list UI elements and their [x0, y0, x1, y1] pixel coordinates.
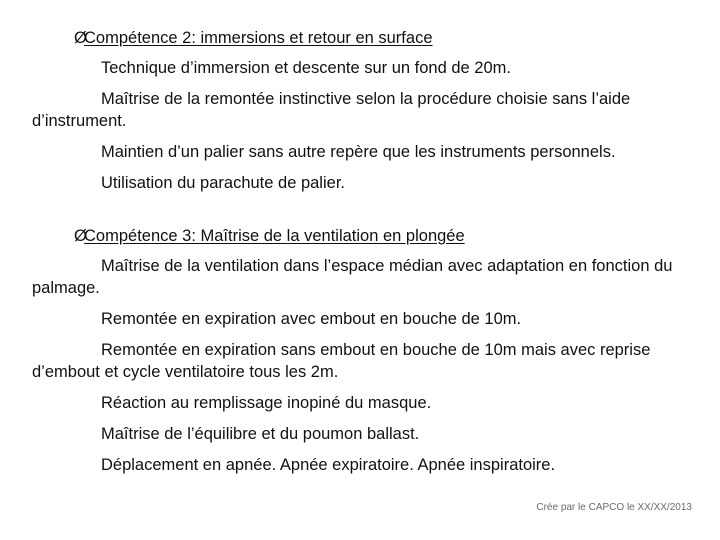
heading-text: Compétence 3: Maîtrise de la ventilation en plongée [84, 227, 465, 245]
list-item: Maintien d’un palier sans autre repère que les instruments personnels. [101, 143, 616, 161]
arrow-bullet-icon: Ø [74, 227, 87, 245]
list-item: Remontée en expiration avec embout en bouche de 10m. [101, 310, 522, 328]
section-heading [32, 225, 704, 247]
list-item: Technique d’immersion et descente sur un fond de 20m. [101, 59, 511, 77]
list-item: Remontée en expiration sans embout en bouche de 10m mais avec reprise d’embout et cycle ventilatoire tous les 2m. [32, 341, 651, 381]
list-item: Déplacement en apnée. Apnée expiratoire. Apnée inspiratoire. [101, 456, 556, 474]
section-heading [32, 27, 704, 49]
list-item: Maîtrise de la ventilation dans l’espace médian avec adaptation en fonction du palmage. [32, 257, 673, 297]
list-item: Réaction au remplissage inopiné du masque. [101, 394, 432, 412]
list-item: Maîtrise de l’équilibre et du poumon ballast. [101, 425, 420, 443]
list-item: Maîtrise de la remontée instinctive selon la procédure choisie sans l’aide d’instrument. [32, 90, 631, 130]
heading-text: Compétence 2: immersions et retour en surface [84, 29, 433, 47]
section-competence-2 [32, 27, 704, 203]
item-list [32, 57, 704, 194]
footer-credit: Crée par le CAPCO le XX/XX/2013 [536, 502, 692, 513]
arrow-bullet-icon: Ø [74, 29, 87, 47]
item-list [32, 255, 704, 476]
list-item: Utilisation du parachute de palier. [101, 174, 345, 192]
section-competence-3 [32, 225, 704, 485]
